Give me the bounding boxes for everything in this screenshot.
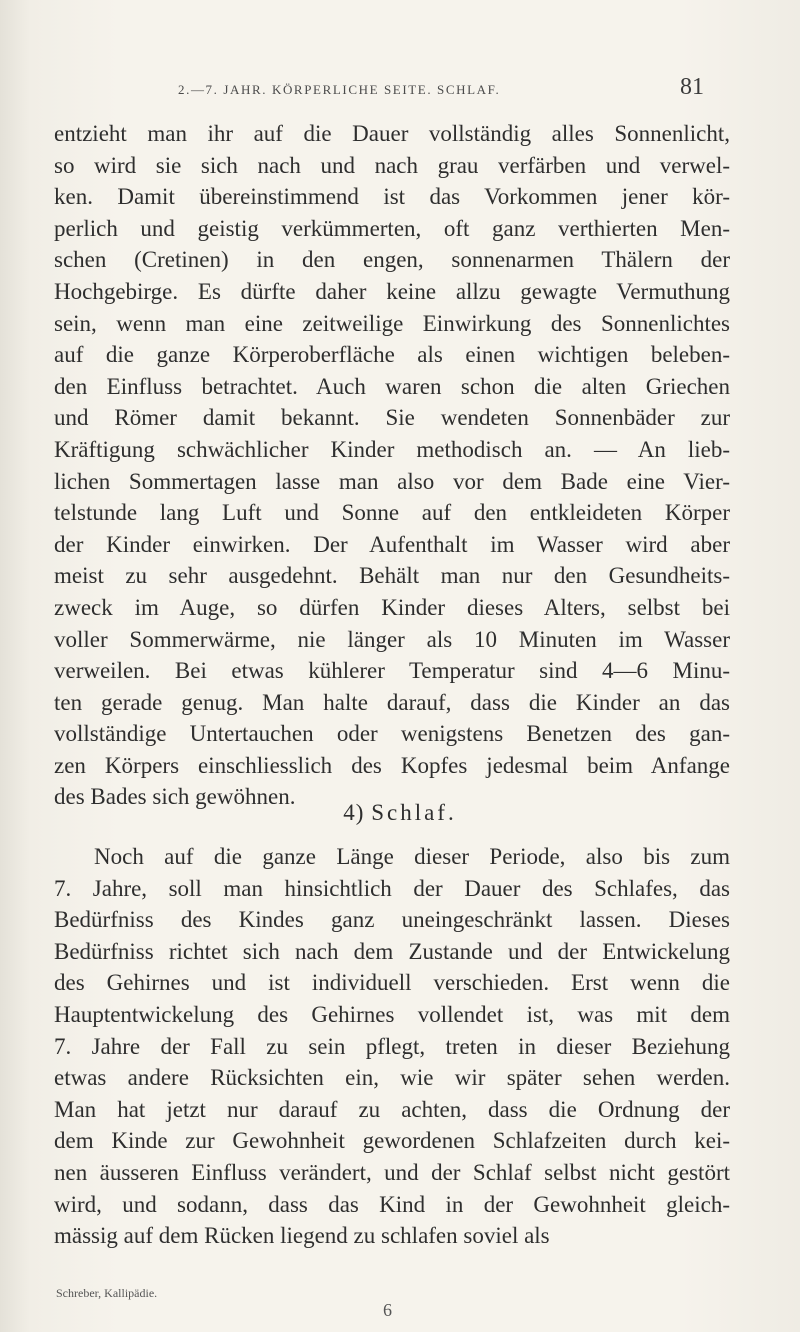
- text-line: entzieht man ihr auf die Dauer vollständig alles Sonnenlicht,: [54, 121, 730, 146]
- text-line: zweck im Auge, so dürfen Kinder dieses Alters, selbst bei: [54, 594, 730, 620]
- text-line: etwas andere Rücksichten ein, wie wir später sehen werden.: [54, 1065, 730, 1091]
- text-line: perlich und geistig verkümmerten, oft ganz verthierten Men-: [54, 215, 730, 241]
- text-line: ten gerade genug. Man halte darauf, dass die Kinder an das: [54, 689, 730, 715]
- section-title: Schlaf.: [371, 800, 457, 825]
- text-line: auf die ganze Körperoberfläche als einen wichtigen beleben-: [54, 342, 730, 368]
- text-line: sein, wenn man eine zeitweilige Einwirkung des Sonnenlichtes: [54, 310, 730, 336]
- paragraph-schlaf: [54, 841, 730, 1252]
- text-line: Man hat jetzt nur darauf zu achten, dass die Ordnung der: [54, 1096, 730, 1122]
- text-line: schen (Cretinen) in den engen, sonnenarmen Thälern der: [54, 247, 730, 273]
- text-line: 7. Jahre der Fall zu sein pflegt, treten in dieser Beziehung: [54, 1033, 730, 1059]
- text-line: vollständige Untertauchen oder wenigstens Benetzen des gan-: [54, 721, 730, 747]
- text-line: Bedürfniss richtet sich nach dem Zustande und der Entwickelung: [54, 938, 730, 964]
- text-line: telstunde lang Luft und Sonne auf den entkleideten Körper: [54, 500, 730, 526]
- text-line: den Einfluss betrachtet. Auch waren schon die alten Griechen: [54, 373, 730, 399]
- text-line: 7. Jahre, soll man hinsichtlich der Dauer des Schlafes, das: [54, 875, 730, 901]
- text-line: dem Kinde zur Gewohnheit gewordenen Schlafzeiten durch kei-: [54, 1128, 730, 1154]
- section-heading: [0, 800, 800, 826]
- text-line: des Gehirnes und ist individuell verschieden. Erst wenn die: [54, 970, 730, 996]
- text-line: mässig auf dem Rücken liegend zu schlafen soviel als: [54, 1223, 550, 1249]
- text-line: nen äusseren Einfluss verändert, und der Schlaf selbst nicht gestört: [54, 1159, 730, 1185]
- text-line: Noch auf die ganze Länge dieser Periode, also bis zum: [94, 844, 730, 869]
- text-line: Hochgebirge. Es dürfte daher keine allzu gewagte Vermuthung: [54, 278, 730, 304]
- text-line: lichen Sommertagen lasse man also vor dem Bade eine Vier-: [54, 468, 730, 494]
- page-header: [0, 74, 800, 108]
- text-line: ken. Damit übereinstimmend ist das Vorkommen jener kör-: [54, 184, 730, 210]
- paragraph-sonnenlicht: [54, 118, 730, 813]
- text-line: der Kinder einwirken. Der Aufenthalt im Wasser wird aber: [54, 531, 730, 557]
- text-line: meist zu sehr ausgedehnt. Behält man nur den Gesundheits-: [54, 563, 730, 589]
- text-line: Kräftigung schwächlicher Kinder methodisch an. — An lieb-: [54, 436, 730, 462]
- section-number: 4): [343, 800, 365, 825]
- text-line: Hauptentwickelung des Gehirnes vollendet ist, was mit dem: [54, 1001, 730, 1027]
- text-line: und Römer damit bekannt. Sie wendeten Sonnenbäder zur: [54, 405, 730, 431]
- page-footer: [0, 1286, 800, 1320]
- text-line: zen Körpers einschliesslich des Kopfes jedesmal beim Anfange: [54, 752, 730, 778]
- text-line: voller Sommerwärme, nie länger als 10 Minuten im Wasser: [54, 626, 730, 652]
- text-line: so wird sie sich nach und nach grau verfärben und verwel-: [54, 152, 730, 178]
- text-line: des Bades sich gewöhnen.: [54, 784, 296, 810]
- running-head: 2.—7. JAHR. KÖRPERLICHE SEITE. SCHLAF.: [178, 82, 501, 97]
- text-line: wird, und sodann, dass das Kind in der Gewohnheit gleich-: [54, 1191, 730, 1217]
- page-number: 81: [680, 74, 704, 100]
- footer-author: Schreber, Kallipädie.: [56, 1286, 158, 1300]
- text-line: Bedürfniss des Kindes ganz uneingeschränkt lassen. Dieses: [54, 907, 730, 933]
- signature-mark: 6: [383, 1300, 392, 1320]
- text-line: verweilen. Bei etwas kühlerer Temperatur sind 4—6 Minu-: [54, 658, 730, 684]
